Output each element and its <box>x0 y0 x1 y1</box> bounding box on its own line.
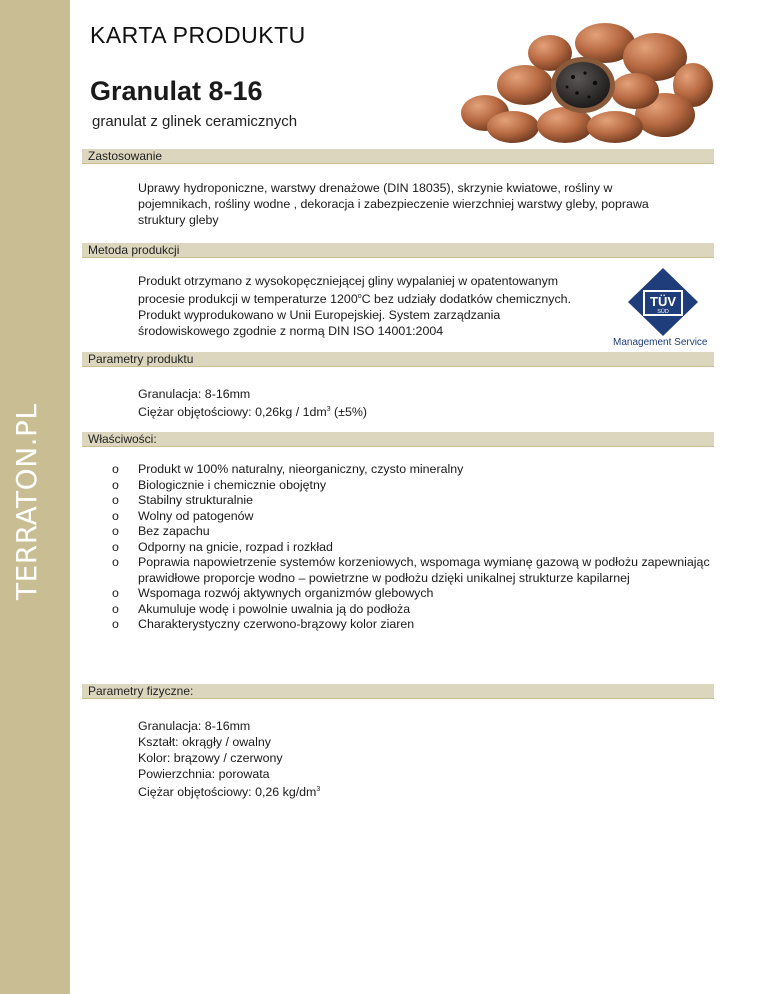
bullet: o <box>112 508 119 523</box>
metoda-line <box>138 289 571 307</box>
ciezar-sup: 3 <box>326 406 331 413</box>
ciezar-text-b: (±5%) <box>330 405 368 420</box>
fizyczne-line: Granulacja: 8-16mm <box>138 719 251 733</box>
fizyczne-line: Powierzchnia: porowata <box>138 767 270 781</box>
list-item <box>112 586 712 602</box>
bullet: o <box>112 477 119 492</box>
tuv-caption: Management Service <box>613 337 708 348</box>
list-item <box>112 462 712 478</box>
list-item <box>112 509 712 525</box>
bullet: o <box>112 586 119 600</box>
metoda-line: Produkt otrzymano z wysokopęczniejącej gliny wypalaniej w opatentowanym <box>138 274 559 288</box>
clay-granules-image <box>455 15 715 145</box>
list-item-text: Odporny na gnicie, rozpad i rozkład <box>138 539 333 554</box>
fizyczne-ciezar <box>138 782 320 800</box>
product-subtitle: granulat z glinek ceramicznych <box>92 113 298 130</box>
tuv-logo-bottom: SÜD <box>657 309 669 315</box>
metoda-text-a: procesie produkcji w temperaturze 1200 <box>138 292 358 307</box>
fizyczne-line: Kształt: okrągły / owalny <box>138 735 271 749</box>
list-item-text: Charakterystyczny czerwono-brązowy kolor ziaren <box>138 617 415 631</box>
ciezar-text-a: Ciężar objętościowy: 0,26kg / 1dm <box>138 405 327 420</box>
section-bar-wlasciwosci: Właściwości: <box>82 432 714 447</box>
properties-list <box>112 462 712 633</box>
metoda-line: środowiskowego zgodnie z normą DIN ISO 14001:2004 <box>138 324 444 339</box>
list-item <box>112 540 712 556</box>
list-item <box>112 524 712 540</box>
zastosowanie-text <box>138 180 649 228</box>
sidebar <box>0 0 70 994</box>
bullet: o <box>112 462 119 476</box>
bullet: o <box>112 493 119 507</box>
list-item <box>112 555 712 586</box>
bullet: o <box>112 524 119 538</box>
degree-sup: o <box>357 293 362 300</box>
list-item-text: Akumuluje wodę i powolnie uwalnia ją do podłoża <box>138 601 411 616</box>
fizyczne-ciezar-sup: 3 <box>316 786 321 793</box>
section-bar-parametry: Parametry produktu <box>82 352 714 367</box>
bullet: o <box>112 601 119 616</box>
list-item <box>112 478 712 494</box>
product-name: Granulat 8-16 <box>90 76 263 106</box>
section-bar-zastosowanie: Zastosowanie <box>82 149 714 164</box>
brand-label: TERRATON.PL <box>10 403 43 600</box>
fizyczne-line: Kolor: brązowy / czerwony <box>138 751 283 765</box>
list-item <box>112 617 712 633</box>
section-bar-fizyczne: Parametry fizyczne: <box>82 684 714 699</box>
zastosowanie-line: pojemnikach, rośliny wodne , dekoracja i zabezpieczenie wierzchniej warstwy gleby, poprawa <box>138 197 649 211</box>
card-title: KARTA PRODUKTU <box>90 22 306 48</box>
bullet: o <box>112 555 119 569</box>
zastosowanie-line: struktury gleby <box>138 213 219 227</box>
tuv-logo-top: TÜV <box>650 294 676 309</box>
bullet: o <box>112 539 119 554</box>
parametry-text <box>138 386 367 420</box>
bullet: o <box>112 617 119 631</box>
section-bar-metoda: Metoda produkcji <box>82 243 714 258</box>
parametry-granulacja: Granulacja: 8-16mm <box>138 387 251 401</box>
zastosowanie-line: Uprawy hydroponiczne, warstwy drenażowe (DIN 18035), skrzynie kwiatowe, rośliny w <box>138 181 613 195</box>
fizyczne-ciezar-text: Ciężar objętościowy: 0,26 kg/dm <box>138 785 317 800</box>
list-item-text: Biologicznie i chemicznie obojętny <box>138 477 327 492</box>
list-item <box>112 602 712 618</box>
metoda-text-b: C bez udziały dodatków chemicznych. <box>361 292 571 307</box>
list-item-text: Stabilny strukturalnie <box>138 493 254 507</box>
list-item <box>112 493 712 509</box>
metoda-text <box>138 273 571 339</box>
fizyczne-text <box>138 718 320 800</box>
list-item-text: Poprawia napowietrzenie systemów korzeniowych, wspomaga wymianę gazową w podłożu zapewniając prawidłowe proporcje wodno – powietrzne w podłożu dzięki unikalnej strukturze kapilarnej <box>138 555 710 585</box>
list-item-text: Wolny od patogenów <box>138 508 254 523</box>
list-item-text: Bez zapachu <box>138 524 210 538</box>
list-item-text: Wspomaga rozwój aktywnych organizmów glebowych <box>138 586 434 600</box>
list-item-text: Produkt w 100% naturalny, nieorganiczny, czysto mineralny <box>138 462 464 476</box>
metoda-line: Produkt wyprodukowano w Unii Europejskiej. System zarządzania <box>138 308 501 323</box>
parametry-ciezar <box>138 402 367 420</box>
